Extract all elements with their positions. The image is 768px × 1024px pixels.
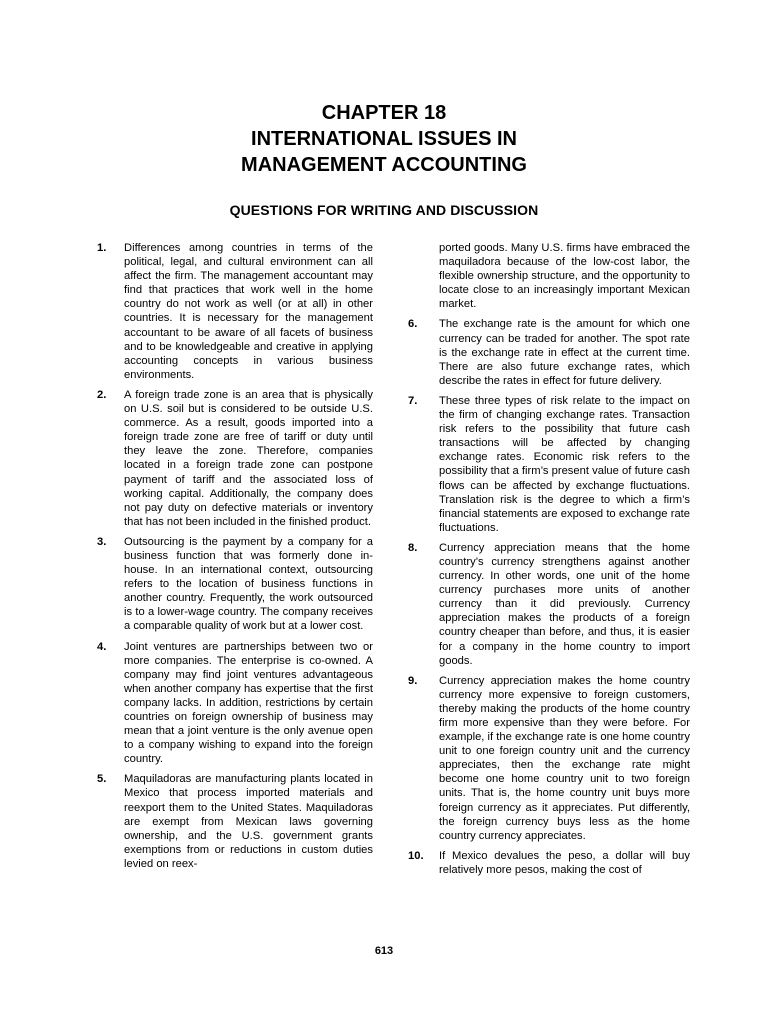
chapter-number: CHAPTER 18 (321, 102, 447, 124)
question-item (97, 772, 373, 871)
question-item (97, 388, 373, 529)
question-text: Maquiladoras are manufacturing plants located in Mexico that process imported materials and reexport them to the United States. Maquiladoras are exempt from Mexican laws governing ownership, and the U.S. government grants exemptions from or reductions in custom duties levied on reex- (124, 773, 373, 870)
question-item (97, 535, 373, 634)
left-column (97, 241, 373, 877)
question-number: 2. (97, 388, 107, 401)
question-text: Currency appreciation means that the home country’s currency strengthens against another currency. In other words, one unit of the home currency purchases more units of another currency than it did previously. Currency appreciation makes the products of a foreign country cheaper than before, and thus, it is easier for a company in the home country to import goods. (439, 541, 690, 667)
question-item (408, 674, 690, 843)
question-item (97, 241, 373, 382)
question-number: 4. (97, 640, 107, 653)
question-text: Currency appreciation makes the home country currency more expensive to foreign customers, thereby making the products of the home country firm more expensive than they were before. For example, if the exchange rate is one home country unit to one foreign country unit and the currency appreciates, then the exchange rate might become one home country unit to two foreign units. That is, the home country unit buys more foreign currency as it appreciates. Put differently, the foreign currency buys less as the home country currency appreciates. (439, 674, 690, 842)
question-5-continuation: ported goods. Many U.S. firms have embraced the maquiladora because of the low-cost labor, the flexible ownership structure, and the opportunity to locate close to an increasingly important Mexican market. (439, 242, 690, 311)
question-number: 1. (97, 242, 107, 254)
question-text: A foreign trade zone is an area that is physically on U.S. soil but is considered to be outside U.S. commerce. As a result, goods imported into a foreign trade zone are free of tariff or duty until they leave the zone. Therefore, companies located in a foreign trade zone can postpone payment of tariff and the associated loss of working capital. Additionally, the company does not pay duty on defective materials or inventory that has not been included in the finished product. (124, 388, 373, 528)
question-number: 9. (408, 674, 418, 687)
question-number: 10. (408, 849, 424, 862)
question-number: 5. (97, 773, 107, 786)
section-title: QUESTIONS FOR WRITING AND DISCUSSION (229, 202, 539, 218)
question-number: 6. (408, 318, 418, 331)
question-number: 3. (97, 535, 107, 548)
question-item (408, 317, 690, 387)
question-number: 8. (408, 541, 418, 554)
chapter-title-line-1: INTERNATIONAL ISSUES IN (251, 128, 517, 150)
question-item (408, 849, 690, 877)
question-item (97, 640, 373, 767)
question-text: The exchange rate is the amount for which one currency can be traded for another. The spot rate is the exchange rate in effect at the current time. There are also future exchange rates, which describe the rates in effect for future delivery. (439, 318, 690, 387)
question-item (408, 541, 690, 668)
question-number: 7. (408, 394, 418, 407)
question-item (408, 394, 690, 535)
question-text: Outsourcing is the payment by a company for a business function that was formerly done in-house. In an international context, outsourcing refers to the location of business functions in another country. Frequently, the work outsourced is to a lower-wage country. The company receives a comparable quality of work but at a lower cost. (124, 535, 373, 633)
right-column (408, 241, 690, 883)
chapter-heading (0, 100, 768, 178)
chapter-title-line-2: MANAGEMENT ACCOUNTING (241, 154, 527, 176)
question-text: If Mexico devalues the peso, a dollar will buy relatively more pesos, making the cost of (439, 849, 690, 876)
page-number: 613 (374, 945, 394, 957)
question-text: Differences among countries in terms of the political, legal, and cultural environment can all affect the firm. The management accountant may find that practices that work well in the home country do not work as well (or at all) in other countries. It is necessary for the management accountant to be aware of all facets of business and to be knowledgeable and creative in applying accounting concepts in various business environments. (124, 242, 373, 381)
question-text: These three types of risk relate to the impact on the firm of changing exchange rates. Transaction risk refers to the possibility that future cash transactions will be affected by changing exchange rates. Economic risk refers to the possibility that a firm’s present value of future cash flows can be affected by exchange fluctuations. Translation risk is the degree to which a firm’s financial statements are exposed to exchange rate fluctuations. (439, 394, 690, 534)
question-text: Joint ventures are partnerships between two or more companies. The enterprise is co-owned. A company may find joint ventures advantageous when another company has expertise that the first company lacks. In addition, restrictions by certain countries on foreign ownership of business may mean that a joint venture is the only avenue open to a company wishing to expand into the foreign country. (124, 640, 373, 766)
